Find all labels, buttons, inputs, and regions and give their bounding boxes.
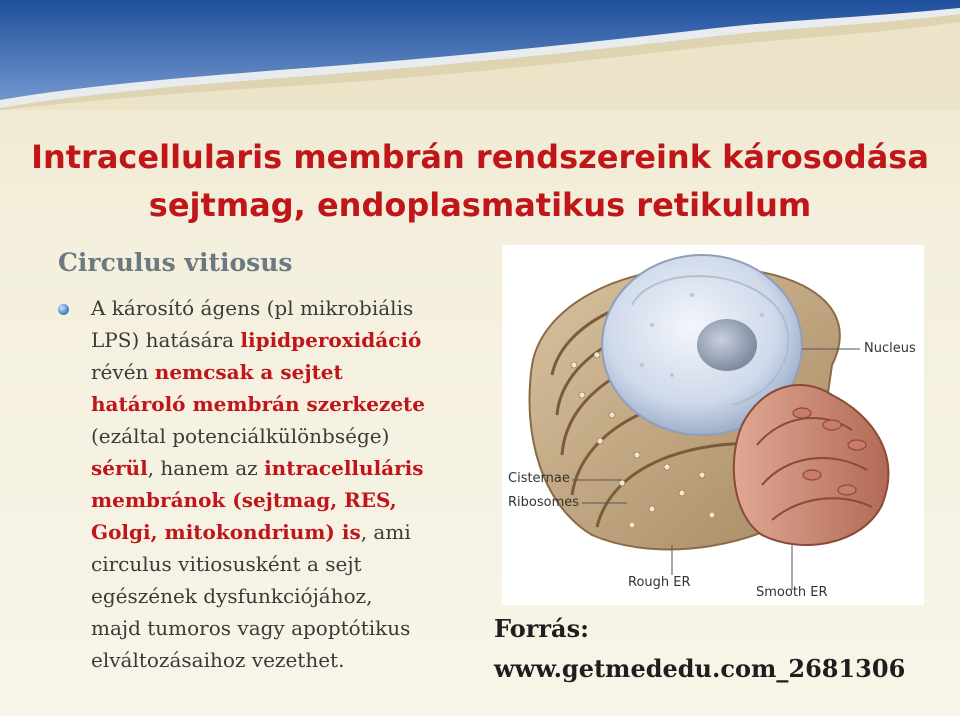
label-ribosomes: Ribosomes bbox=[508, 495, 580, 510]
label-rough-er: Rough ER bbox=[628, 575, 691, 590]
text-span: circulus vitiosusként a sejt bbox=[91, 552, 362, 576]
source-label: Forrás: bbox=[494, 614, 589, 643]
bullet-line bbox=[91, 356, 501, 388]
text-span: elváltozásaihoz vezethet. bbox=[91, 648, 345, 672]
bullet-line bbox=[91, 644, 501, 676]
text-span: , ami bbox=[360, 520, 411, 544]
bullet-line bbox=[91, 484, 501, 516]
highlight-span: intracelluláris bbox=[264, 456, 424, 480]
text-span: , hanem az bbox=[147, 456, 265, 480]
text-span: révén bbox=[91, 360, 155, 384]
bullet-line bbox=[91, 516, 501, 548]
text-span: LPS) hatására bbox=[91, 328, 241, 352]
bullet-line bbox=[91, 548, 501, 580]
bullet-line bbox=[91, 420, 501, 452]
bullet-line bbox=[91, 452, 501, 484]
highlight-span: nemcsak a sejtet bbox=[154, 360, 343, 384]
endoplasmic-reticulum-illustration bbox=[502, 245, 924, 605]
bullet-line bbox=[91, 324, 501, 356]
source-url: www.getmededu.com_2681306 bbox=[494, 654, 906, 683]
bullet-text bbox=[91, 292, 501, 676]
subheading: Circulus vitiosus bbox=[58, 248, 293, 277]
text-span: (ezáltal potenciálkülönbsége) bbox=[91, 424, 390, 448]
bullet-line bbox=[91, 292, 501, 324]
highlight-span: sérül bbox=[91, 456, 148, 480]
highlight-span: Golgi, mitokondrium) is bbox=[91, 520, 361, 544]
slide-title-line-1: Intracellularis membrán rendszereink károsodása bbox=[31, 138, 929, 176]
cell-drawing bbox=[502, 245, 924, 605]
bullet-line bbox=[91, 388, 501, 420]
label-smooth-er: Smooth ER bbox=[756, 585, 828, 600]
highlight-span: membránok (sejtmag, RES, bbox=[91, 488, 397, 512]
slide-title-line-2: sejtmag, endoplasmatikus retikulum bbox=[148, 186, 812, 224]
label-cisternae: Cisternae bbox=[508, 471, 570, 486]
label-nucleus: Nucleus bbox=[864, 341, 916, 356]
text-span: majd tumoros vagy apoptótikus bbox=[91, 616, 411, 640]
bullet-line bbox=[91, 612, 501, 644]
bullet-icon bbox=[58, 304, 69, 315]
decorative-banner bbox=[0, 0, 960, 110]
text-span: egészének dysfunkciójához, bbox=[91, 584, 373, 608]
text-span: A károsító ágens (pl mikrobiális bbox=[91, 296, 414, 320]
highlight-span: határoló membrán szerkezete bbox=[91, 392, 426, 416]
bullet-line bbox=[91, 580, 501, 612]
highlight-span: lipidperoxidáció bbox=[240, 328, 422, 352]
